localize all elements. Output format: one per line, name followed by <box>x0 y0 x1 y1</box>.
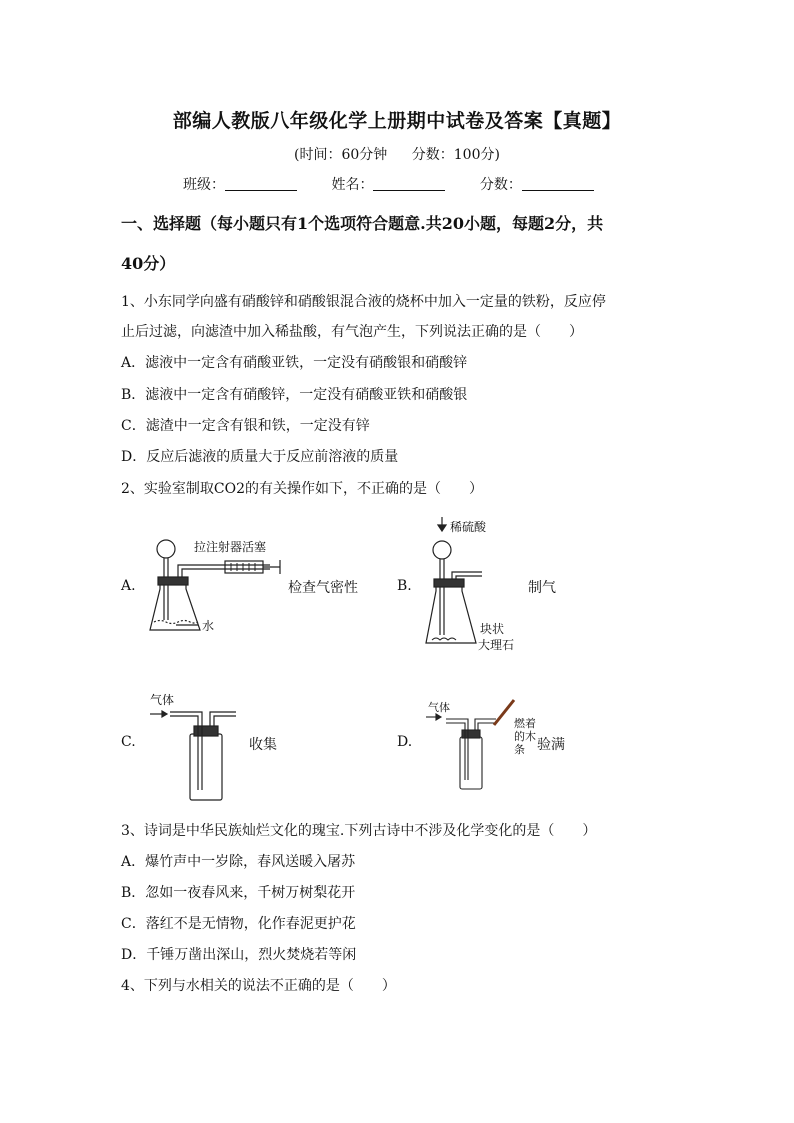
q3-option-b: B．忽如一夜春风来，千树万树梨花开 <box>121 885 356 901</box>
exam-score: 分数：100分) <box>411 147 500 163</box>
q1-option-c: C．滤渣中一定含有银和铁，一定没有锌 <box>121 418 370 434</box>
burning-stick <box>494 700 514 725</box>
gas-bottle <box>460 737 482 789</box>
q4-stem: 4、下列与水相关的说法不正确的是（ ） <box>121 978 396 994</box>
page-title: 部编人教版八年级化学上册期中试卷及答案【真题】 <box>172 110 622 132</box>
q2-option-a-letter: A. <box>121 578 136 594</box>
exam-info <box>0 144 794 164</box>
q2-option-d-letter: D. <box>397 734 413 750</box>
label-stick-3: 条 <box>514 744 525 756</box>
q2-stem: 2、实验室制取CO2的有关操作如下，不正确的是（ ） <box>121 481 484 497</box>
gas-bottle <box>190 734 222 800</box>
q3-option-a: A．爆竹声中一岁除，春风送暖入屠苏 <box>121 854 356 870</box>
q2-option-a-caption: 检查气密性 <box>288 580 358 596</box>
section-heading-line1: 一、选择题（每小题只有1个选项符合题意.共20小题，每题2分，共 <box>121 214 604 233</box>
class-field[interactable]: 班级： <box>183 174 297 194</box>
score-field[interactable]: 分数： <box>480 174 594 194</box>
label-water: 水 <box>202 619 215 633</box>
figure-c-collection <box>148 690 248 809</box>
label-syringe: 拉注射器活塞 <box>194 540 267 554</box>
figure-b-generation <box>420 515 530 659</box>
name-field[interactable]: 姓名： <box>331 174 445 194</box>
section-heading-line2: 40分） <box>121 254 176 273</box>
label-stick-1: 燃着 <box>514 718 536 730</box>
q3-option-c: C．落红不是无情物，化作春泥更护花 <box>121 916 356 932</box>
rubber-stopper <box>158 577 188 585</box>
q3-option-d: D．千锤万凿出深山，烈火焚烧若等闲 <box>121 947 357 963</box>
q2-option-c-letter: C. <box>121 734 136 750</box>
q2-option-b-letter: B. <box>397 578 412 594</box>
student-fields <box>183 174 624 194</box>
q2-option-c-caption: 收集 <box>249 737 277 753</box>
figure-a-airtightness <box>140 525 300 649</box>
q2-option-d-caption: 验满 <box>537 737 565 753</box>
q2-option-b-caption: 制气 <box>528 580 556 596</box>
exam-time: (时间：60分钟 <box>294 147 388 163</box>
label-stick-2: 的木 <box>514 731 536 743</box>
q1-option-a: A．滤液中一定含有硝酸亚铁，一定没有硝酸银和硝酸锌 <box>121 355 468 371</box>
funnel-bulb <box>157 540 175 558</box>
label-solid-1: 块状 <box>480 622 505 636</box>
q3-stem: 3、诗词是中华民族灿烂文化的瑰宝.下列古诗中不涉及化学变化的是（ ） <box>121 823 597 839</box>
label-acid: 稀硫酸 <box>450 520 487 534</box>
rubber-stopper <box>434 579 464 587</box>
q1-option-b: B．滤液中一定含有硝酸锌，一定没有硝酸亚铁和硝酸银 <box>121 387 468 403</box>
conical-flask <box>426 585 476 643</box>
label-gas: 气体 <box>428 702 450 714</box>
label-solid-2: 大理石 <box>478 638 515 652</box>
figure-d-full-test <box>424 695 544 799</box>
q1-option-d: D．反应后滤液的质量大于反应前溶液的质量 <box>121 449 399 465</box>
funnel-bulb <box>433 541 451 559</box>
q1-stem-line2: 止后过滤，向滤渣中加入稀盐酸，有气泡产生，下列说法正确的是（ ） <box>121 324 583 340</box>
q1-stem-line1: 1、小东同学向盛有硝酸锌和硝酸银混合液的烧杯中加入一定量的铁粉，反应停 <box>121 294 606 310</box>
label-gas: 气体 <box>150 693 175 707</box>
